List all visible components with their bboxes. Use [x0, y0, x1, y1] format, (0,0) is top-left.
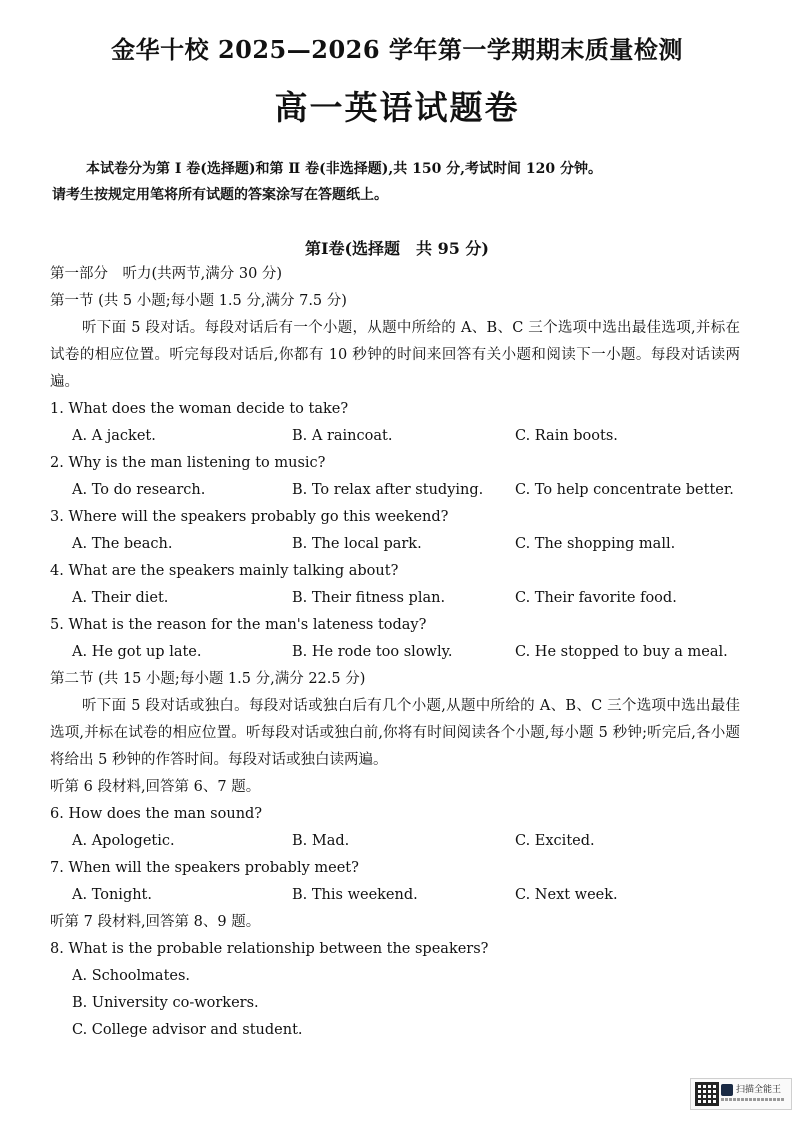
question-6-options [50, 828, 740, 855]
option-a: A. Schoolmates. [72, 968, 191, 984]
scanner-watermark [690, 1078, 792, 1110]
question-4: 4. What are the speakers mainly talking about? [50, 563, 399, 579]
question-4-options [50, 585, 740, 612]
option-b: B. A raincoat. [292, 428, 393, 444]
option-c: C. He stopped to buy a meal. [515, 644, 728, 660]
option-b: B. The local park. [292, 536, 422, 552]
watermark-brand: 扫描全能王 [736, 1085, 782, 1095]
option-a: A. Apologetic. [72, 833, 175, 849]
option-c: C. Rain boots. [515, 428, 618, 444]
volume1-title: 第Ⅰ卷(选择题 共 95 分) [304, 239, 490, 258]
section1-title: 第一节 (共 5 小题;每小题 1.5 分,满分 7.5 分) [50, 293, 347, 309]
exam-body [50, 261, 740, 1044]
exam-title-line1: 金华十校 2025—2026 学年第一学期期末质量检测 [111, 35, 683, 64]
question-2: 2. Why is the man listening to music? [50, 455, 326, 471]
option-c: C. To help concentrate better. [515, 482, 734, 498]
watermark-fine-print [721, 1098, 785, 1101]
option-a: A. To do research. [72, 482, 206, 498]
section2-title: 第二节 (共 15 小题;每小题 1.5 分,满分 22.5 分) [50, 671, 366, 687]
scanner-logo-icon [721, 1084, 733, 1096]
question-1-options [50, 423, 740, 450]
question-8: 8. What is the probable relationship between the speakers? [50, 941, 489, 957]
question-5: 5. What is the reason for the man's lateness today? [50, 617, 427, 633]
option-b: B. University co-workers. [72, 995, 259, 1011]
exam-title-subject: 高一英语试题卷 [274, 88, 520, 127]
intro-line-2: 请考生按规定用笔将所有试题的答案涂写在答题纸上。 [52, 187, 388, 203]
material-6-heading: 听第 6 段材料,回答第 6、7 题。 [50, 779, 261, 795]
question-6: 6. How does the man sound? [50, 806, 263, 822]
question-2-options [50, 477, 740, 504]
option-a: A. Their diet. [72, 590, 169, 606]
question-5-options [50, 639, 740, 666]
option-b: B. This weekend. [292, 887, 418, 903]
qr-code-icon [695, 1082, 719, 1106]
section2-instructions: 听下面 5 段对话或独白。每段对话或独白后有几个小题,从题中所给的 A、B、C 三个选项中选出最佳选项,并标在试卷的相应位置。听每段对话或独白前,你将有时间阅读各个小题,每小题 5 秒钟;听完后,各小题将给出 5 秒钟的作答时间。每段对话或独白读两遍。 [50, 698, 740, 768]
question-3: 3. Where will the speakers probably go this weekend? [50, 509, 449, 525]
option-b: B. To relax after studying. [292, 482, 484, 498]
material-7-heading: 听第 7 段材料,回答第 8、9 题。 [50, 914, 261, 930]
question-7: 7. When will the speakers probably meet? [50, 860, 359, 876]
option-c: C. Next week. [515, 887, 618, 903]
question-1: 1. What does the woman decide to take? [50, 401, 349, 417]
intro-notice [52, 156, 742, 208]
option-a: A. A jacket. [72, 428, 156, 444]
option-a: A. Tonight. [72, 887, 152, 903]
intro-line-1: 本试卷分为第 Ⅰ 卷(选择题)和第 Ⅱ 卷(非选择题),共 150 分,考试时间 120 分钟。 [86, 161, 603, 177]
option-c: C. Excited. [515, 833, 595, 849]
option-c: C. College advisor and student. [72, 1022, 303, 1038]
option-c: C. The shopping mall. [515, 536, 676, 552]
option-b: B. Mad. [292, 833, 350, 849]
option-a: A. The beach. [72, 536, 173, 552]
question-3-options [50, 531, 740, 558]
question-7-options [50, 882, 740, 909]
option-b: B. Their fitness plan. [292, 590, 446, 606]
option-b: B. He rode too slowly. [292, 644, 453, 660]
option-c: C. Their favorite food. [515, 590, 677, 606]
option-a: A. He got up late. [72, 644, 202, 660]
section1-instructions: 听下面 5 段对话。每段对话后有一个小题，从题中所给的 A、B、C 三个选项中选出最佳选项,并标在试卷的相应位置。听完每段对话后,你都有 10 秒钟的时间来回答有关小题和阅读下一小题。每段对话读两遍。 [50, 320, 740, 390]
part1-title: 第一部分 听力(共两节,满分 30 分) [50, 266, 283, 282]
